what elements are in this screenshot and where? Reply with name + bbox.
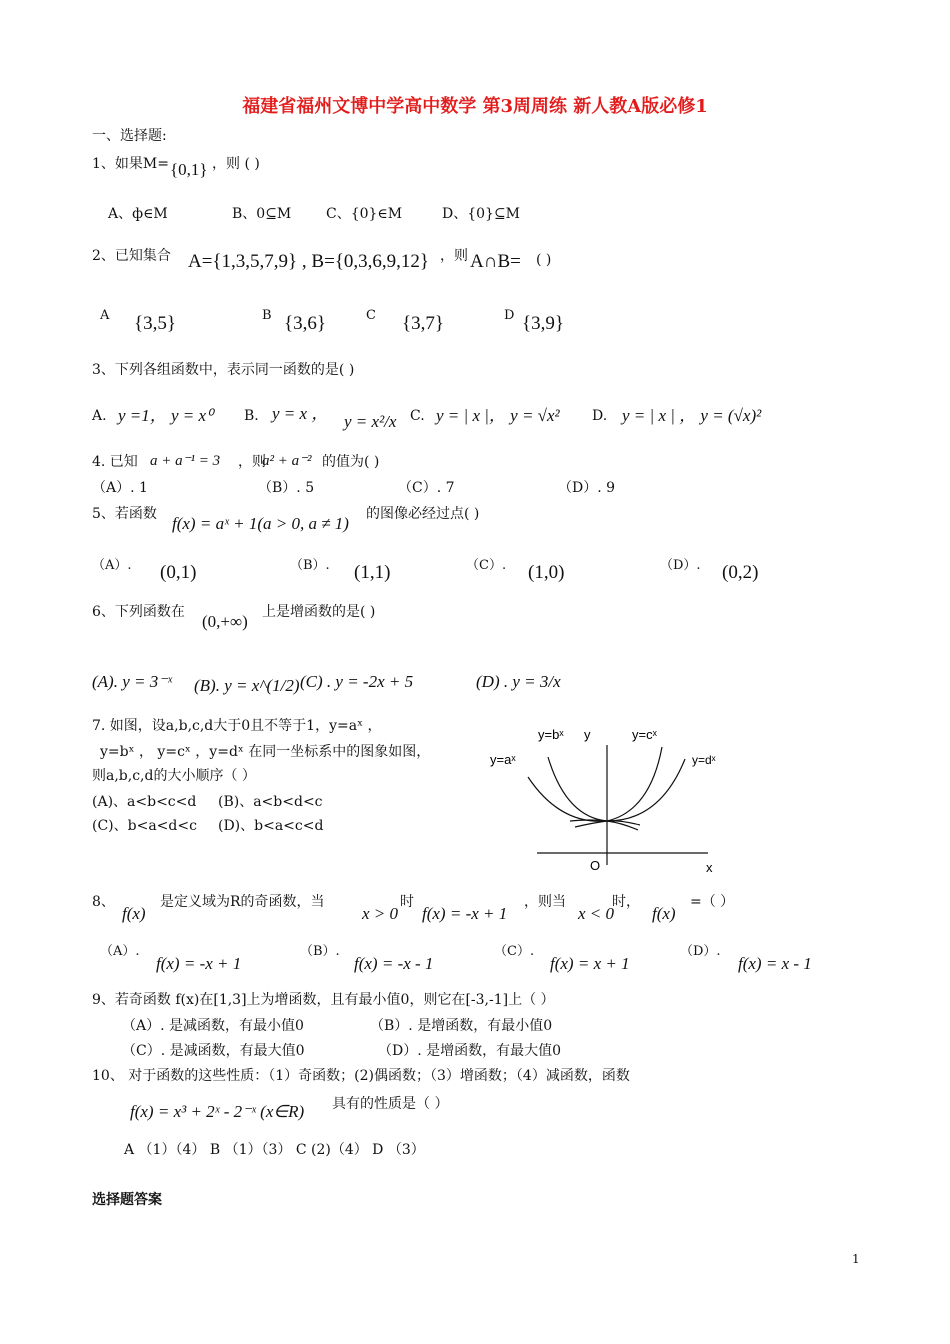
- q8-number: 8、: [92, 894, 115, 910]
- q7-line1: 7. 如图，设a,b,c,d大于0且不等于1，y=aˣ ，: [92, 718, 382, 734]
- q7-option-a: (A)、a<b<c<d: [92, 794, 197, 810]
- q7-line3: 则a,b,c,d的大小顺序（ ）: [92, 768, 256, 784]
- q3-label-c: C.: [410, 408, 425, 424]
- q9-stem: 9、若奇函数 f(x)在[1,3]上为增函数，且有最小值0，则它在[-3,-1]上（ ）: [92, 992, 555, 1008]
- q4-stem: 4. 已知: [92, 454, 138, 470]
- q2-label-c: C: [366, 308, 376, 323]
- q6-tail: 上是增函数的是( ): [262, 604, 376, 620]
- q3-option-b: y = x ，: [272, 404, 329, 423]
- q5-option-b: (1,1): [354, 562, 391, 583]
- q2-option-c: {3,7}: [402, 313, 444, 334]
- q6-interval: (0,+∞): [202, 612, 248, 631]
- q8-text-1: 是定义域为R的奇函数，当: [160, 894, 325, 910]
- q10-options: A （1）（4） B （1）（3） C (2)（4） D （3）: [124, 1142, 425, 1158]
- q1-option-d: D、{0}⊆M: [442, 206, 521, 222]
- q8-label-a: （A）.: [100, 944, 140, 959]
- graph-label-a: y=aˣ: [490, 752, 516, 767]
- q8-text-2: 时: [400, 894, 414, 910]
- q8-option-d: f(x) = x - 1: [738, 954, 812, 973]
- q2-option-a: {3,5}: [134, 313, 176, 334]
- q4-tail: 的值为( ): [322, 454, 380, 470]
- q5-option-a: (0,1): [160, 562, 197, 583]
- q8-option-c: f(x) = x + 1: [550, 954, 630, 973]
- q8-condition-positive: x > 0: [362, 904, 399, 923]
- q3-option-d: y = | x | ， y = (√x)²: [622, 406, 762, 425]
- q4-option-c: （C）. 7: [398, 480, 455, 496]
- q4-option-b: （B）. 5: [258, 480, 315, 496]
- q7-option-b: (B)、a<b<d<c: [218, 794, 323, 810]
- page-title: 福建省福州文博中学高中数学 第3周周练 新人教A版必修1: [242, 96, 708, 117]
- q8-text-4: 时，: [612, 894, 640, 910]
- q8-text-3: ，则当: [524, 894, 566, 910]
- graph-label-x: x: [706, 860, 713, 875]
- section-heading: 一、选择题:: [92, 128, 167, 144]
- q5-label-b: （B）.: [290, 558, 330, 573]
- graph-label-origin: O: [590, 858, 601, 873]
- q1-set: {0,1}: [170, 160, 208, 179]
- q1-tail: ，则 ( ): [212, 156, 260, 172]
- q2-ask: A∩B=: [470, 251, 521, 272]
- q9-option-b: （B）. 是增函数，有最小值0: [370, 1018, 553, 1034]
- q6-option-c: (C) . y = -2x + 5: [300, 672, 414, 691]
- q5-tail: 的图像必经过点( ): [366, 506, 480, 522]
- q3-label-b: B.: [244, 408, 259, 424]
- q3-stem: 3、下列各组函数中，表示同一函数的是( ): [92, 362, 355, 378]
- graph-label-c: y=cˣ: [632, 727, 657, 742]
- q5-option-d: (0,2): [722, 562, 759, 583]
- q7-option-c: (C)、b<a<d<c: [92, 818, 197, 834]
- q1-option-b: B、0⊆M: [232, 206, 292, 222]
- q2-label-a: A: [100, 308, 110, 323]
- q8-label-d: （D）.: [680, 944, 721, 959]
- q9-option-c: （C）. 是减函数，有最大值0: [122, 1043, 305, 1059]
- q8-given: f(x) = -x + 1: [422, 904, 508, 923]
- q2-formula: A={1,3,5,7,9} , B={0,3,6,9,12}: [188, 251, 430, 272]
- q2-label-d: D: [504, 308, 515, 323]
- q4-option-a: （A）. 1: [92, 480, 148, 496]
- q5-option-c: (1,0): [528, 562, 565, 583]
- q5-label-c: （C）.: [466, 558, 507, 573]
- q5-label-a: （A）.: [92, 558, 132, 573]
- q10-tail: 具有的性质是（ ）: [332, 1096, 449, 1112]
- graph-label-b: y=bˣ: [538, 727, 564, 742]
- q8-condition-negative: x < 0: [578, 904, 615, 923]
- q10-stem: 10、 对于函数的这些性质：（1）奇函数；(2)偶函数；（3）增函数；（4）减函数，函数: [92, 1068, 630, 1084]
- q4-mid: ，则: [238, 454, 266, 470]
- q8-paren: =（ ）: [690, 894, 735, 910]
- q3-option-b2: y = x²/x: [344, 412, 397, 431]
- q6-stem: 6、下列函数在: [92, 604, 185, 620]
- q1-stem: 1、如果M=: [92, 156, 169, 172]
- exponential-graph: [480, 715, 740, 880]
- q4-option-d: （D）. 9: [558, 480, 616, 496]
- graph-label-y: y: [584, 727, 591, 742]
- q8-label-c: （C）.: [494, 944, 535, 959]
- graph-label-d: y=dˣ: [692, 753, 716, 767]
- q10-formula: f(x) = x³ + 2ˣ - 2⁻ˣ (x∈R): [130, 1102, 305, 1121]
- q2-option-b: {3,6}: [284, 313, 326, 334]
- q4-ask: a² + a⁻²: [262, 453, 312, 469]
- q6-option-b: (B). y = x^(1/2): [194, 676, 300, 695]
- q5-formula: f(x) = aˣ + 1(a > 0, a ≠ 1): [172, 514, 349, 533]
- q1-option-a: A、ф∈M: [108, 206, 168, 222]
- curve-a: [528, 777, 640, 825]
- q9-option-a: （A）. 是减函数，有最小值0: [122, 1018, 304, 1034]
- q2-option-d: {3,9}: [522, 313, 564, 334]
- q7-option-d: (D)、b<a<c<d: [218, 818, 324, 834]
- q8-label-b: （B）.: [300, 944, 340, 959]
- q3-label-a: A.: [92, 408, 107, 424]
- q5-stem: 5、若函数: [92, 506, 157, 522]
- q3-option-a: y =1， y = x⁰: [118, 406, 213, 425]
- q2-label-b: B: [262, 308, 272, 323]
- q8-option-a: f(x) = -x + 1: [156, 954, 242, 973]
- q6-option-a: (A). y = 3⁻ˣ: [92, 672, 172, 691]
- q6-option-d: (D) . y = 3/x: [476, 672, 561, 691]
- q7-line2: y=bˣ ， y=cˣ ，y=dˣ 在同一坐标系中的图象如图，: [100, 744, 431, 760]
- answer-heading: 选择题答案: [92, 1192, 162, 1208]
- q9-option-d: （D）. 是增函数，有最大值0: [378, 1043, 562, 1059]
- q8-option-b: f(x) = -x - 1: [354, 954, 434, 973]
- q2-paren: ( ): [536, 252, 552, 268]
- page-number: 1: [852, 1252, 860, 1266]
- q3-label-d: D.: [592, 408, 608, 424]
- q2-stem: 2、已知集合: [92, 248, 171, 264]
- q8-fx-2: f(x): [652, 904, 676, 923]
- q1-option-c: C、{0}∈M: [326, 206, 403, 222]
- q4-given: a + a⁻¹ = 3: [150, 453, 221, 469]
- q3-option-c: y = | x |， y = √x²: [436, 406, 560, 425]
- q8-fx: f(x): [122, 904, 146, 923]
- q2-tail: ，则: [440, 248, 468, 264]
- q5-label-d: （D）.: [660, 558, 701, 573]
